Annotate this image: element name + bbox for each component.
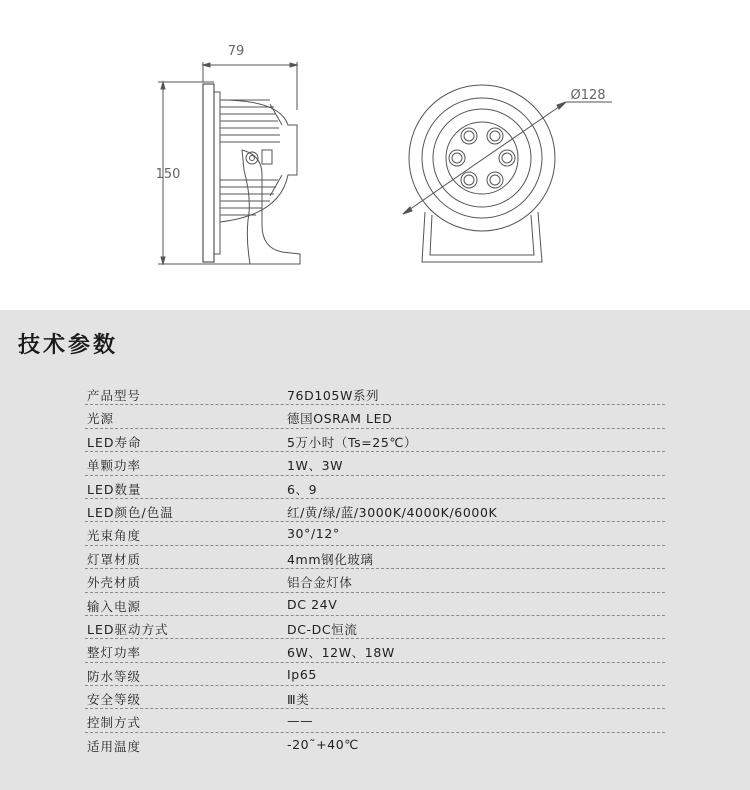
spec-title: 技术参数	[18, 333, 119, 358]
technical-drawing	[0, 0, 750, 310]
spec-value: 6、9	[287, 481, 318, 497]
spec-value: 红/黄/绿/蓝/3000K/4000K/6000K	[287, 504, 498, 520]
side-height-label: 150	[155, 167, 181, 182]
spec-panel	[0, 310, 750, 790]
spec-value: DC-DC恒流	[287, 621, 358, 637]
spec-label: 控制方式	[87, 715, 142, 731]
spec-value: 铝合金灯体	[287, 575, 353, 591]
spec-label: 防水等级	[87, 668, 142, 684]
spec-label: 产品型号	[87, 388, 142, 403]
spec-row	[85, 522, 665, 545]
spec-row	[85, 593, 665, 616]
spec-table	[85, 382, 665, 756]
spec-value: -20˜+40℃	[287, 736, 359, 752]
spec-value: 6W、12W、18W	[287, 645, 395, 661]
spec-row	[85, 616, 665, 639]
spec-value: ——	[287, 713, 314, 729]
spec-row	[85, 639, 665, 662]
spec-value: Ip65	[287, 666, 317, 682]
front-view	[403, 85, 612, 262]
side-width-label: 79	[227, 44, 245, 59]
spec-row	[85, 429, 665, 452]
side-view	[155, 62, 300, 264]
spec-value: Ⅲ类	[287, 692, 310, 708]
drawing-svg	[0, 0, 750, 310]
spec-label: 安全等级	[87, 692, 142, 708]
spec-row	[85, 709, 665, 732]
spec-label: 灯罩材质	[87, 551, 142, 567]
spec-row	[85, 405, 665, 428]
spec-row	[85, 382, 665, 405]
spec-row	[85, 663, 665, 686]
spec-label: 外壳材质	[87, 575, 142, 591]
spec-label: LED寿命	[87, 434, 142, 450]
spec-value: 德国OSRAM LED	[287, 411, 393, 427]
spec-label: 输入电源	[87, 598, 142, 614]
spec-row	[85, 452, 665, 475]
spec-value: DC 24V	[287, 596, 338, 612]
spec-label: 适用温度	[87, 738, 142, 754]
spec-label: 光束角度	[87, 528, 142, 544]
spec-row	[85, 569, 665, 592]
spec-row	[85, 686, 665, 709]
spec-label: 单颗功率	[87, 458, 142, 474]
spec-row	[85, 476, 665, 499]
spec-row	[85, 733, 665, 756]
spec-value: 5万小时（Ts=25℃）	[287, 434, 418, 450]
spec-value: 76D105W系列	[287, 388, 380, 403]
spec-row	[85, 546, 665, 569]
spec-label: 整灯功率	[87, 645, 142, 661]
spec-label: LED驱动方式	[87, 621, 169, 637]
spec-label: LED数量	[87, 481, 142, 497]
spec-label: 光源	[87, 411, 115, 427]
spec-value: 30°/12°	[287, 526, 340, 542]
spec-value: 4mm钢化玻璃	[287, 551, 374, 567]
spec-label: LED颜色/色温	[87, 504, 174, 520]
spec-row	[85, 499, 665, 522]
spec-value: 1W、3W	[287, 458, 344, 474]
front-diameter-label: Ø128	[570, 88, 606, 103]
